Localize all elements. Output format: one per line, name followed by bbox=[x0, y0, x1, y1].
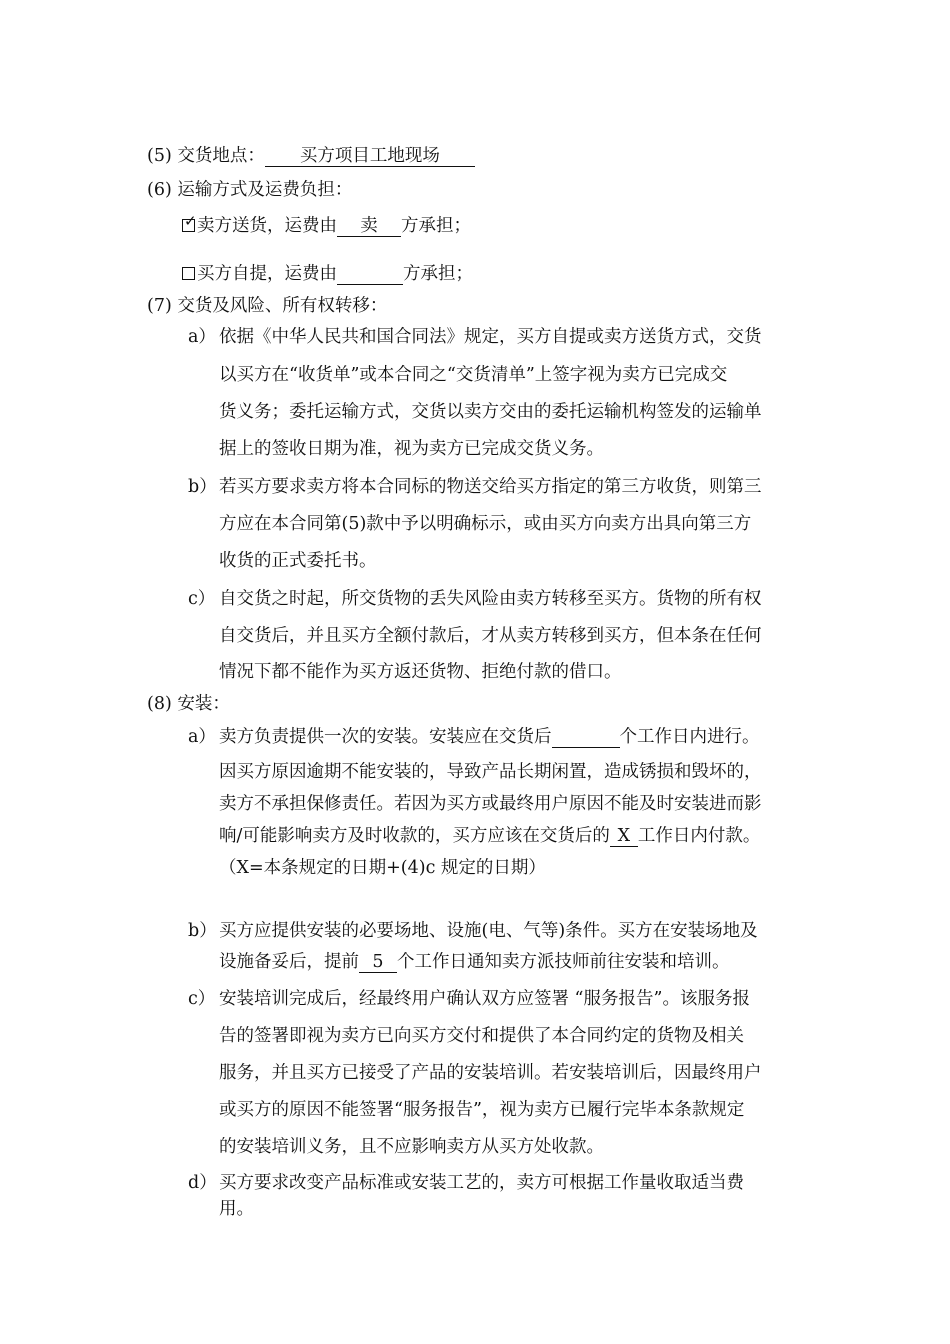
s8-b-line-1: 买方应提供安装的必要场地、设施(电、气等)条件。买方在安装场地及 bbox=[219, 921, 758, 941]
s7-b-line: 方应在本合同第(5)款中予以明确标示，或由买方向卖方出具向第三方 bbox=[219, 514, 752, 534]
s8-c-line: 的安装培训义务，且不应影响卖方从买方处收款。 bbox=[219, 1137, 604, 1157]
checkbox-unchecked-icon[interactable] bbox=[182, 267, 195, 280]
option-1-fill: 卖 bbox=[337, 216, 401, 237]
s7-c-line: 自交货后，并且买方全额付款后，才从卖方转移到买方，但本条在任何 bbox=[219, 626, 762, 646]
section-8-label: (8) 安装： bbox=[147, 694, 230, 714]
s8-c-line: 告的签署即视为卖方已向买方交付和提供了本合同约定的货物及相关 bbox=[219, 1026, 744, 1046]
s7-a-line: 货义务；委托运输方式，交货以卖方交由的委托运输机构签发的运输单 bbox=[219, 402, 762, 422]
s8-d-line: 买方要求改变产品标准或安装工艺的，卖方可根据工作量收取适当费 bbox=[219, 1173, 744, 1193]
s8-a-line-1 bbox=[219, 725, 760, 749]
option-1-post: 方承担； bbox=[401, 216, 471, 236]
s8-c-marker: c） bbox=[188, 989, 216, 1009]
s7-a-line: 据上的签收日期为准，视为卖方已完成交货义务。 bbox=[219, 439, 604, 459]
s8-a-line-3: 卖方不承担保修责任。若因为买方或最终用户原因不能及时安装进而影 bbox=[219, 794, 762, 814]
section-5 bbox=[147, 144, 475, 168]
s7-a-marker: a） bbox=[188, 327, 216, 347]
option-2-fill bbox=[337, 264, 403, 285]
s8-c-line: 安装培训完成后，经最终用户确认双方应签署 “服务报告”。该服务报 bbox=[219, 989, 750, 1009]
s8-a-line-5: （X=本条规定的日期+(4)c 规定的日期） bbox=[219, 858, 546, 878]
s8-c-line: 或买方的原因不能签署“服务报告”，视为卖方已履行完毕本条款规定 bbox=[219, 1100, 745, 1120]
s8-d-marker: d） bbox=[188, 1173, 217, 1193]
s7-c-line: 情况下都不能作为买方返还货物、拒绝付款的借口。 bbox=[219, 662, 622, 682]
s8-b-l2-pre: 设施备妥后，提前 bbox=[219, 952, 359, 972]
payment-days-fill: X bbox=[610, 826, 638, 847]
s7-b-line: 收货的正式委托书。 bbox=[219, 551, 377, 571]
s8-a-line-2: 因买方原因逾期不能安装的，导致产品长期闲置，造成锈损和毁坏的， bbox=[219, 762, 762, 782]
s8-b-l2-post: 个工作日通知卖方派技师前往安装和培训。 bbox=[397, 952, 730, 972]
transport-option-buyer-pickup bbox=[182, 262, 473, 286]
s8-b-line-2 bbox=[219, 950, 730, 974]
s7-c-marker: c） bbox=[188, 589, 216, 609]
transport-option-seller-delivery bbox=[182, 214, 471, 238]
option-2-post: 方承担； bbox=[403, 264, 473, 284]
s8-a-l1-post: 个工作日内进行。 bbox=[619, 727, 760, 747]
checkbox-checked-icon[interactable]: ✓ bbox=[184, 212, 197, 230]
s7-a-line: 依据《中华人民共和国合同法》规定，买方自提或卖方送货方式，交货 bbox=[219, 327, 762, 347]
s8-d-line: 用。 bbox=[219, 1199, 254, 1219]
s8-a-l4-pre: 响/可能影响卖方及时收款的，买方应该在交货后的 bbox=[219, 826, 610, 846]
install-days-fill bbox=[552, 727, 620, 748]
s7-a-line: 以买方在“收货单”或本合同之“交货清单”上签字视为卖方已完成交 bbox=[219, 365, 728, 385]
s8-a-marker: a） bbox=[188, 727, 216, 747]
section-6-label: (6) 运输方式及运费负担： bbox=[147, 180, 353, 200]
s8-b-marker: b） bbox=[188, 921, 217, 941]
section-5-label: (5) 交货地点： bbox=[147, 146, 265, 166]
s8-a-line-4 bbox=[219, 824, 760, 848]
notice-days-fill: 5 bbox=[359, 952, 397, 973]
s8-a-l4-post: 工作日内付款。 bbox=[637, 826, 761, 846]
section-7-label: (7) 交货及风险、所有权转移： bbox=[147, 296, 388, 316]
delivery-location-value: 买方项目工地现场 bbox=[265, 146, 475, 167]
s7-b-line: 若买方要求卖方将本合同标的物送交给买方指定的第三方收货，则第三 bbox=[219, 477, 762, 497]
s7-b-marker: b） bbox=[188, 477, 217, 497]
s8-a-l1-pre: 卖方负责提供一次的安装。安装应在交货后 bbox=[219, 727, 552, 747]
s8-c-line: 服务，并且买方已接受了产品的安装培训。若安装培训后，因最终用户 bbox=[219, 1063, 762, 1083]
option-2-text: 买方自提，运费由 bbox=[197, 264, 337, 284]
option-1-text: 卖方送货，运费由 bbox=[197, 216, 337, 236]
s7-c-line: 自交货之时起，所交货物的丢失风险由卖方转移至买方。货物的所有权 bbox=[219, 589, 762, 609]
